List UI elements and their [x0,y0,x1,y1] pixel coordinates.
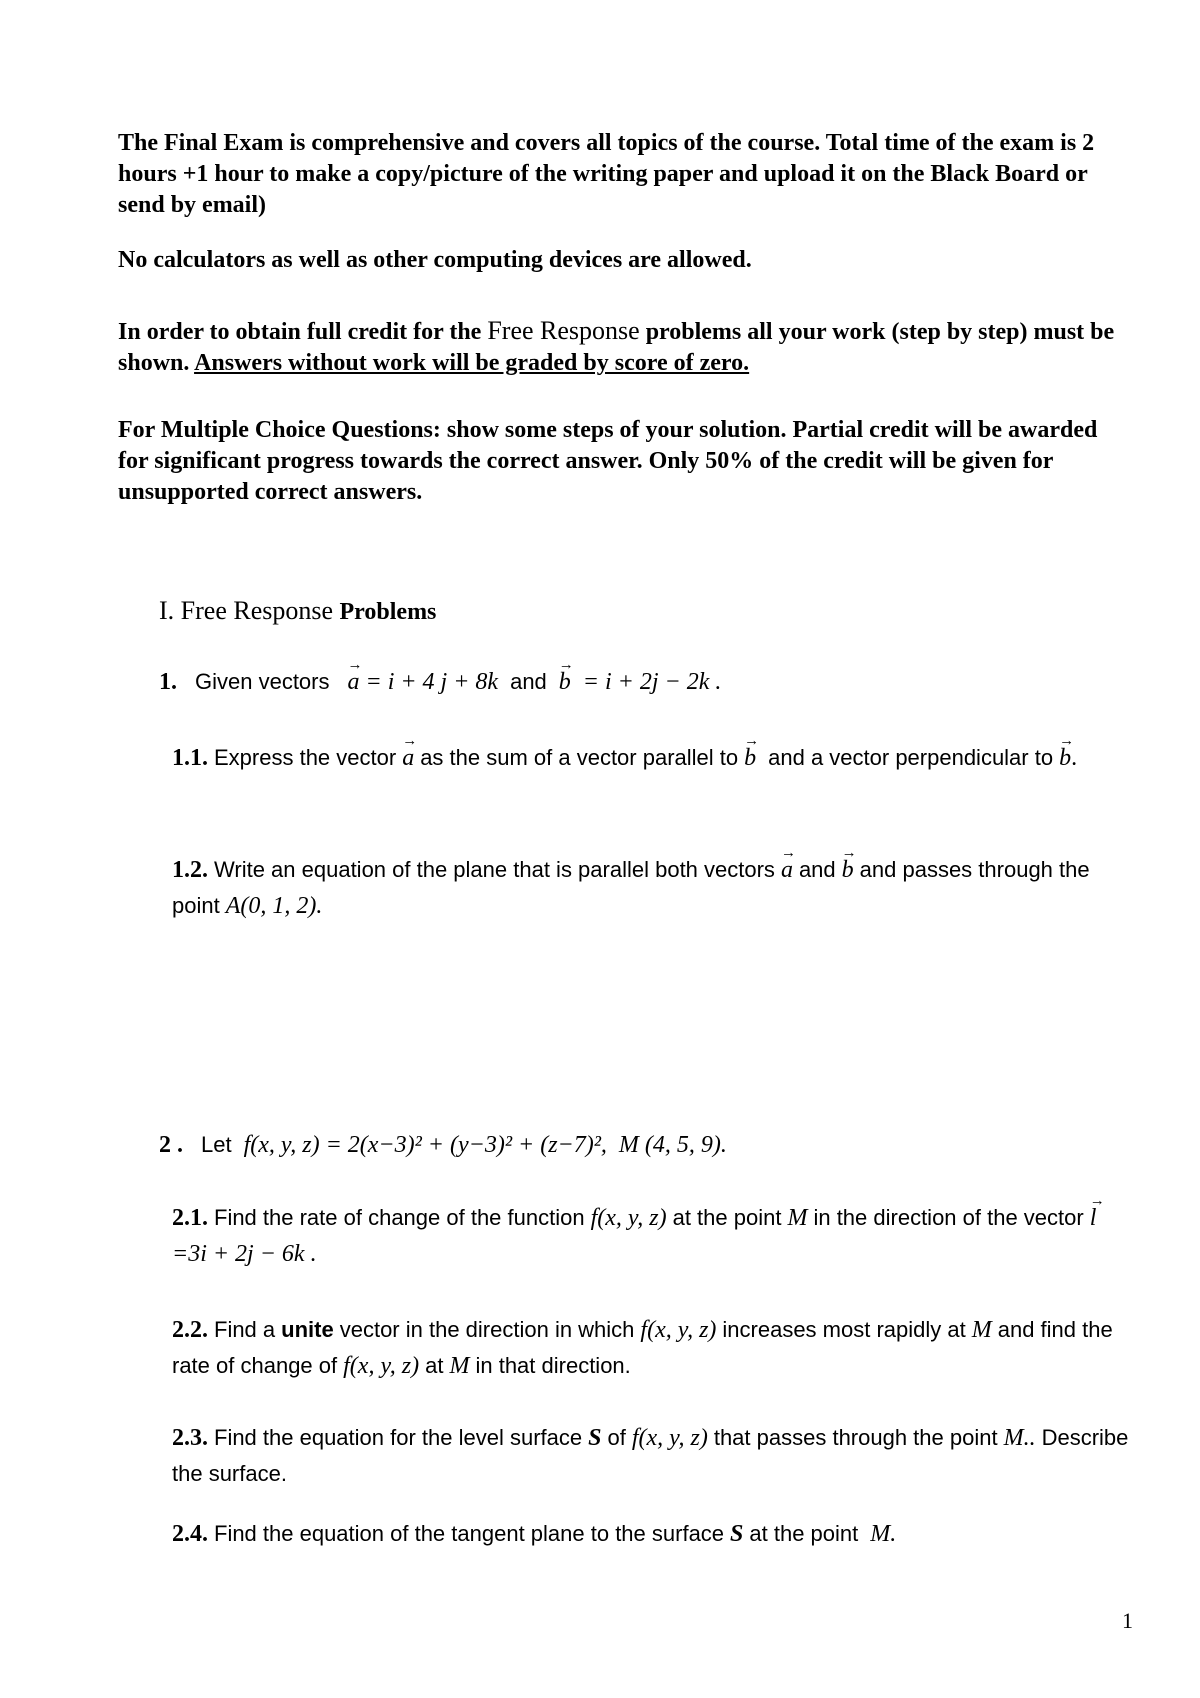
page-number: 1 [1122,1608,1133,1633]
q24-number: 2.4. [172,1521,208,1547]
vector-b-ref-3: → b [842,852,854,888]
q21-vector-eq: =3i + 2j − 6k . [172,1241,317,1267]
q23-fxyz: f(x, y, z) [631,1425,708,1451]
vector-a: → a [348,664,360,700]
q24-text-b: at the point [749,1521,859,1546]
q22-text-c: increases most rapidly at [722,1317,966,1342]
question-2-4 [172,1516,1132,1552]
section-suffix: Problems [339,599,437,625]
section-heading [159,596,436,626]
q22-fxyz: f(x, y, z) [640,1317,717,1343]
q12-point: A(0, 1, 2). [225,893,323,919]
q12-text-b: and [798,857,836,882]
instr-p3-b: Free Response [487,316,640,345]
q22-fxyz-2: f(x, y, z) [343,1353,420,1379]
q2-let: Let [201,1132,232,1157]
vector-a-ref-3: → a [781,852,793,888]
q22-unite: unite [281,1317,334,1342]
q21-text-c: in the direction of the vector [813,1205,1084,1230]
q21-text-a: Find the rate of change of the function [214,1205,585,1230]
q23-text-a: Find the equation for the level surface [214,1425,583,1450]
instr-p3-a: In order to obtain full credit for the [118,319,482,345]
q2-number: 2 . [159,1132,183,1158]
instruction-exam-scope: The Final Exam is comprehensive and covers all topics of the course. Total time of the exam is 2 hours +1 hour to make a copy/picture of the writing paper and upload it on the Black Board or send by email) [118,130,1095,218]
question-2-1 [172,1200,1132,1272]
q23-text-c: that passes through the point [713,1425,998,1450]
q11-text-b: as the sum of a vector parallel to [420,745,739,770]
instr-p3-c: problems all your work (step by step) must be shown. [118,319,1115,376]
q1-a-equation: = i + 4 j + 8k [365,669,499,695]
q22-M: M [971,1317,992,1343]
q12-number: 1.2. [172,857,208,883]
q23-text-b: of [607,1425,626,1450]
question-1-1: 1.1. Express the vector → a as the sum of a vector parallel to → b and a vector perpendicular to → b. [172,740,1132,776]
q24-text-a: Find the equation of the tangent plane to the surface [214,1521,725,1546]
q1-and: and [510,669,547,694]
q11-number: 1.1. [172,745,208,771]
q22-text-a: Find a [214,1317,276,1342]
q23-M: M.. [1003,1425,1036,1451]
question-2-2 [172,1312,1132,1384]
question-2 [159,1127,1119,1163]
q12-text-a: Write an equation of the plane that is parallel both vectors [214,857,775,882]
instr-p3-d: Answers without work will be graded by score of zero. [194,350,750,376]
vector-l: → l [1090,1200,1097,1236]
question-1 [159,664,1119,700]
q1-number: 1. [159,669,177,695]
q12-text-c: and passes through the point [172,857,1090,918]
q21-fxyz: f(x, y, z) [590,1205,667,1231]
q23-number: 2.3. [172,1425,208,1451]
q22-text-e: at [425,1353,444,1378]
vector-a-ref: → a [402,740,414,776]
q11-text-c: and a vector perpendicular to [768,745,1054,770]
instruction-multiple-choice: For Multiple Choice Questions: show some steps of your solution. Partial credit will be awarded for significant progress towards the correct answer. Only 50% of the credit will be given for unsupported correct answers. [118,417,1098,505]
q22-M-2: M [449,1353,470,1379]
q21-text-b: at the point [672,1205,782,1230]
q11-text-a: Express the vector [214,745,397,770]
q21-M: M [787,1205,808,1231]
q24-S: S [730,1521,744,1547]
q23-text-d: Describe the surface. [172,1425,1129,1486]
q1-b-equation: = i + 2j − 2k . [582,669,722,695]
q23-S: S [588,1425,602,1451]
instruction-free-response [118,315,1133,379]
q22-text-f: in that direction. [475,1353,631,1378]
vector-b: → b [559,664,571,700]
question-2-3 [172,1420,1132,1492]
vector-b-ref-2: → b [1059,740,1071,776]
section-prefix: I. Free Response [159,596,334,625]
q21-number: 2.1. [172,1205,208,1231]
instruction-no-calculators: No calculators as well as other computing devices are allowed. [118,247,752,273]
q22-text-b: vector in the direction in which [339,1317,635,1342]
q22-text-d: and find the rate of change of [172,1317,1113,1378]
q1-text: Given vectors [195,669,330,694]
q2-point: M (4, 5, 9). [618,1132,727,1158]
q24-M: M. [870,1521,897,1547]
vector-b-ref: → b [744,740,756,776]
question-1-2 [172,852,1132,924]
q2-function: f(x, y, z) = 2(x−3)² + (y−3)² + (z−7)², [243,1132,607,1158]
q22-number: 2.2. [172,1317,208,1343]
